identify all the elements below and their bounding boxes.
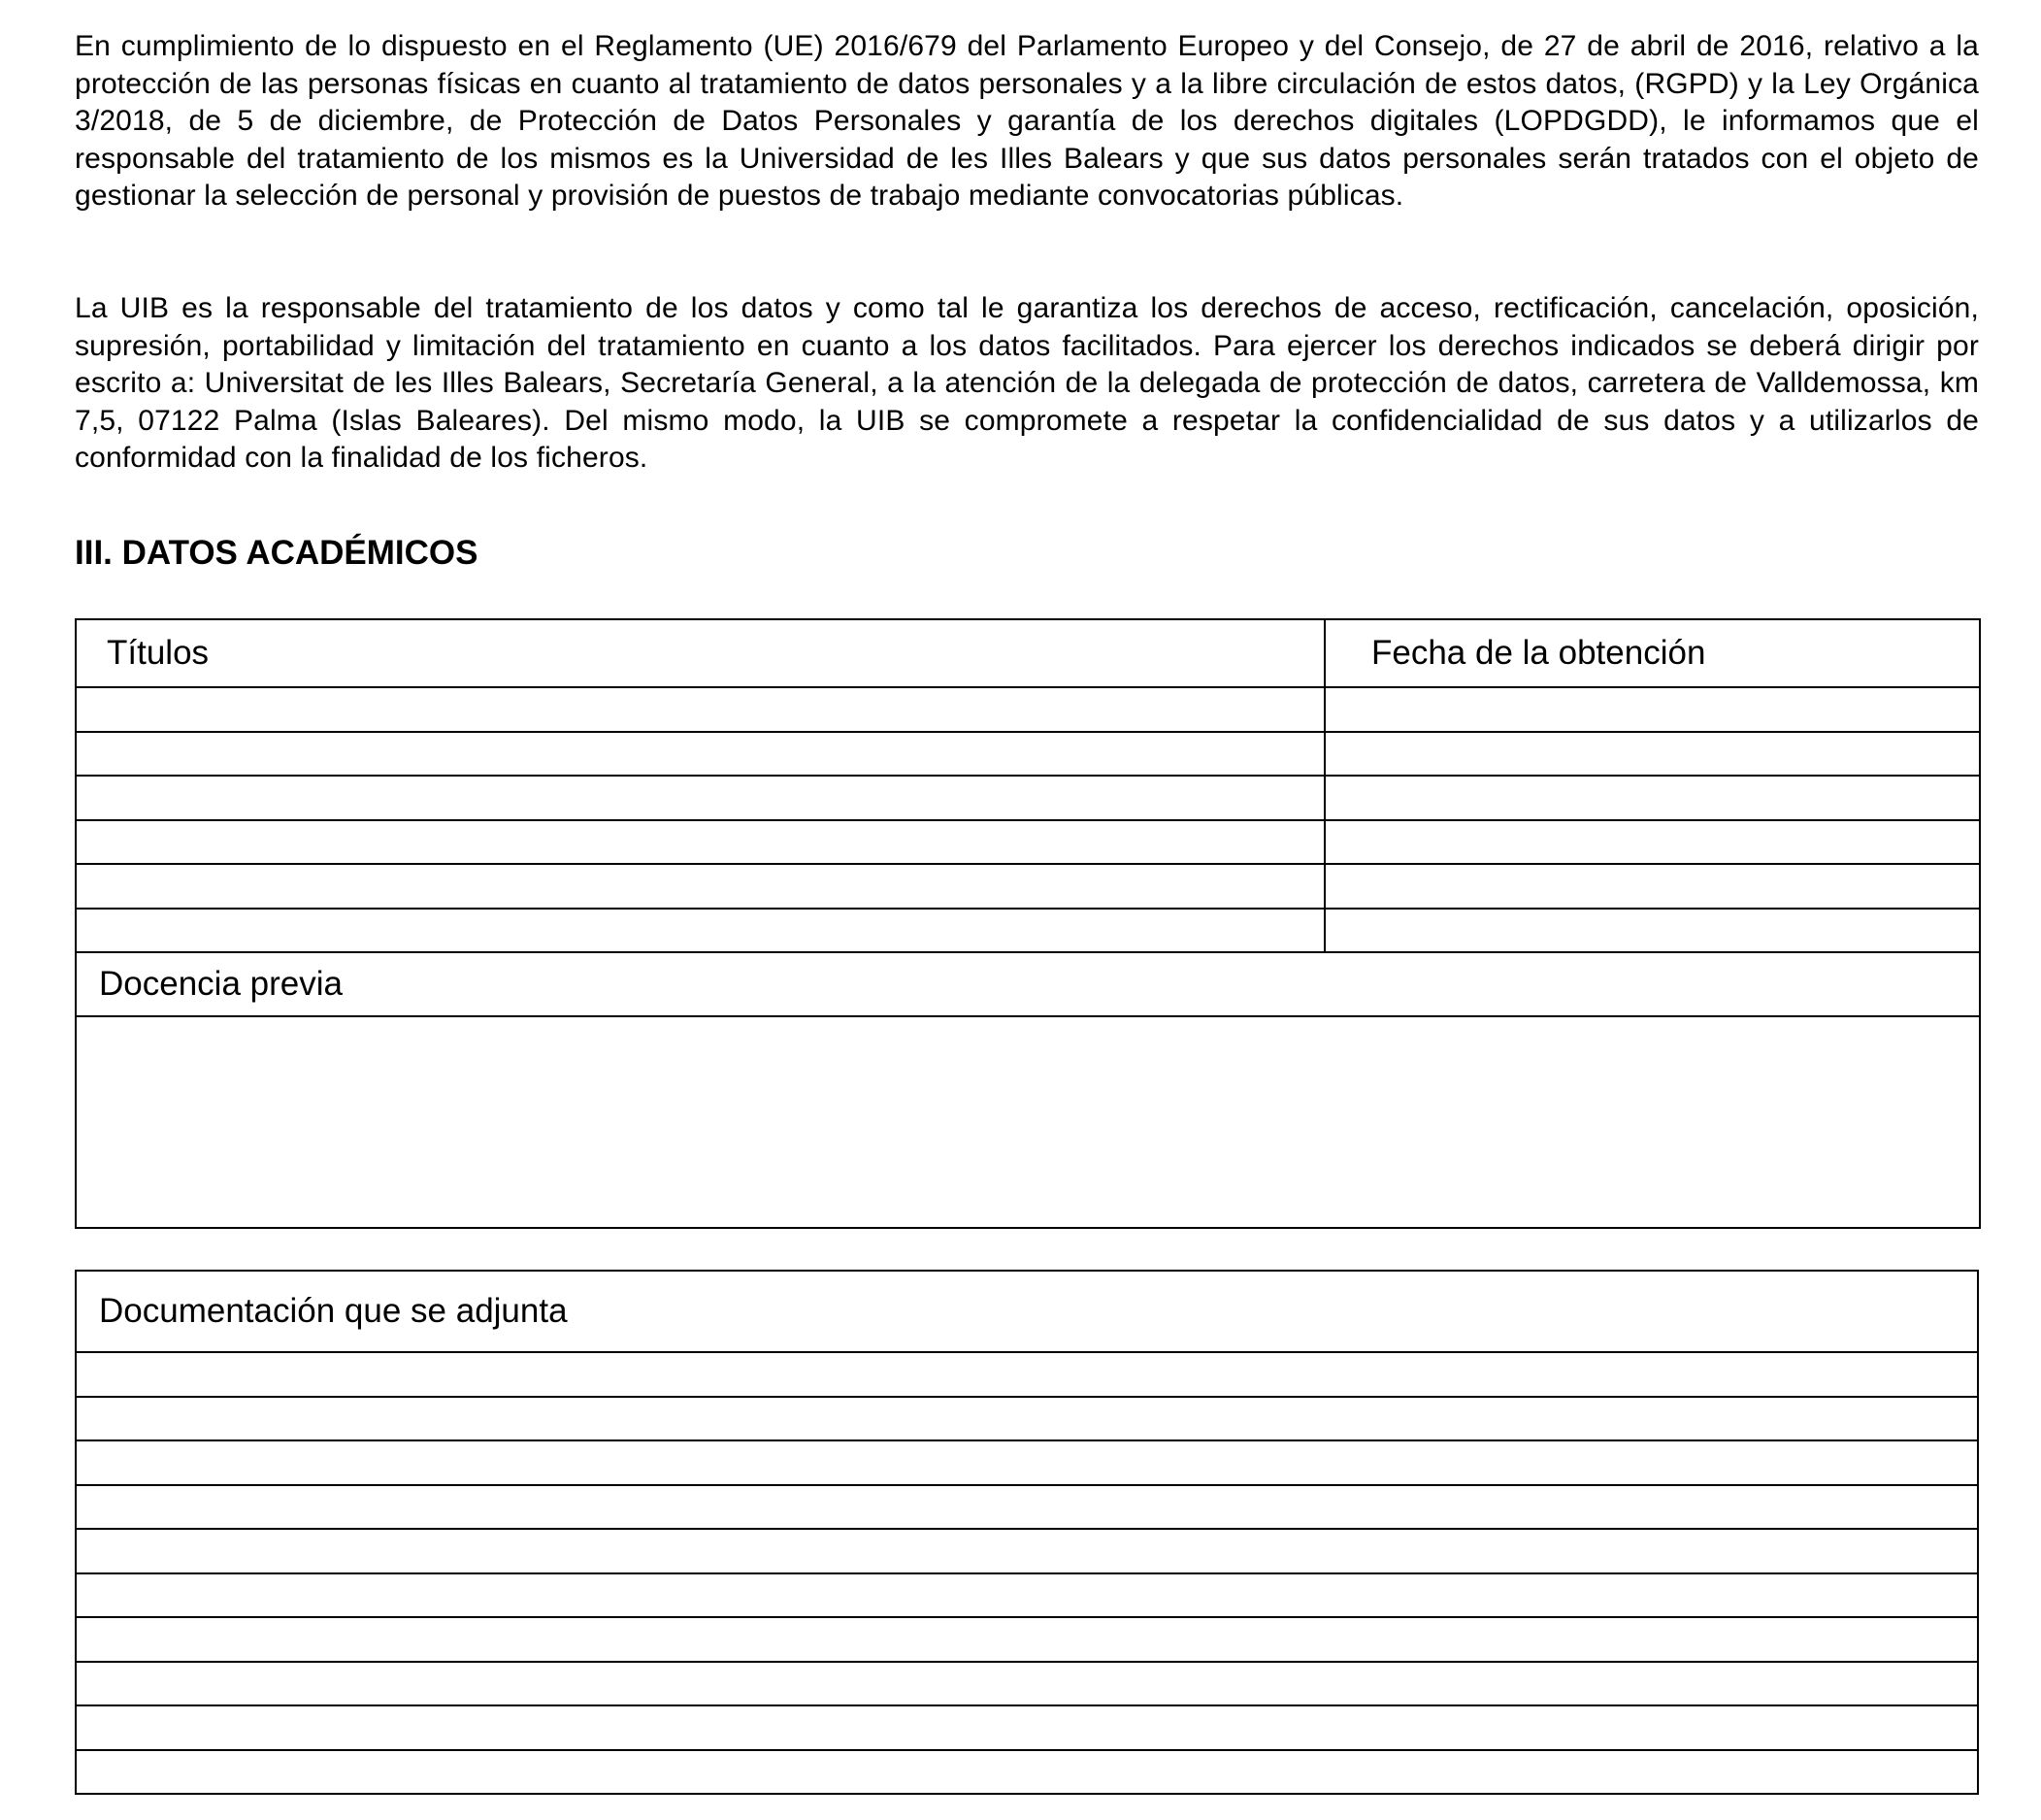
academic-data-table xyxy=(75,618,1981,1229)
academic-table-row xyxy=(76,909,1980,953)
document-field[interactable] xyxy=(76,1573,1978,1618)
fecha-field[interactable] xyxy=(1325,909,1980,953)
fecha-field[interactable] xyxy=(1325,864,1980,909)
academic-table-row xyxy=(76,732,1980,777)
section-title: III. DATOS ACADÉMICOS xyxy=(75,534,478,572)
titulo-field[interactable] xyxy=(76,820,1325,865)
titulo-field[interactable] xyxy=(76,687,1325,732)
titulos-header: Títulos xyxy=(76,619,1325,687)
rights-notice-paragraph: La UIB es la responsable del tratamiento de los datos y como tal le garantiza los derechos de acceso, rectificación, cancelación, oposición, supresión, portabilidad y limitación del tratamiento en cuanto a los datos facilitados. Para ejercer los derechos indicados se deberá dirigir por escrito a: Universitat de les Illes Balears, Secretaría General, a la atención de la delegada de protección de datos, carretera de Valldemossa, km 7,5, 07122 Palma (Islas Baleares). Del mismo modo, la UIB se compromete a respetar la confidencialidad de sus datos y a utilizarlos de conformidad con la finalidad de los ficheros. xyxy=(75,292,1979,475)
document-field[interactable] xyxy=(76,1352,1978,1397)
academic-table-row xyxy=(76,864,1980,909)
docs-table-header xyxy=(76,1271,1978,1352)
attached-documents-table xyxy=(75,1270,1979,1795)
academic-table-row xyxy=(76,820,1980,865)
document-field[interactable] xyxy=(76,1617,1978,1662)
document-field[interactable] xyxy=(76,1750,1978,1795)
docs-table-row xyxy=(76,1573,1978,1618)
titulo-field[interactable] xyxy=(76,864,1325,909)
docencia-previa-label: Docencia previa xyxy=(76,952,1980,1016)
docs-table-row xyxy=(76,1485,1978,1530)
document-field[interactable] xyxy=(76,1397,1978,1441)
titulo-field[interactable] xyxy=(76,776,1325,820)
docencia-previa-field[interactable] xyxy=(76,1016,1980,1228)
titulo-field[interactable] xyxy=(76,909,1325,953)
fecha-field[interactable] xyxy=(1325,820,1980,865)
docs-table-row xyxy=(76,1352,1978,1397)
document-field[interactable] xyxy=(76,1440,1978,1485)
docs-table-row xyxy=(76,1397,1978,1441)
academic-table-row xyxy=(76,776,1980,820)
docencia-body-row xyxy=(76,1016,1980,1228)
docs-table-row xyxy=(76,1440,1978,1485)
fecha-field[interactable] xyxy=(1325,687,1980,732)
academic-table-header xyxy=(76,619,1980,687)
document-field[interactable] xyxy=(76,1485,1978,1530)
titulo-field[interactable] xyxy=(76,732,1325,777)
docs-table-row xyxy=(76,1662,1978,1706)
docs-table-row xyxy=(76,1529,1978,1573)
academic-table-row xyxy=(76,687,1980,732)
document-field[interactable] xyxy=(76,1529,1978,1573)
fecha-field[interactable] xyxy=(1325,776,1980,820)
fecha-header: Fecha de la obtención xyxy=(1325,619,1980,687)
document-field[interactable] xyxy=(76,1662,1978,1706)
privacy-notice-paragraph: En cumplimiento de lo dispuesto en el Reglamento (UE) 2016/679 del Parlamento Europeo y del Consejo, de 27 de abril de 2016, relativo a la protección de las personas físicas en cuanto al tratamiento de datos personales y a la libre circulación de estos datos, (RGPD) y la Ley Orgánica 3/2018, de 5 de diciembre, de Protección de Datos Personales y garantía de los derechos digitales (LOPDGDD), le informamos que el responsable del tratamiento de los mismos es la Universidad de les Illes Balears y que sus datos personales serán tratados con el objeto de gestionar la selección de personal y provisión de puestos de trabajo mediante convocatorias públicas. xyxy=(75,30,1979,213)
docencia-header-row xyxy=(76,952,1980,1016)
documentacion-label: Documentación que se adjunta xyxy=(76,1271,1978,1352)
docs-table-row xyxy=(76,1617,1978,1662)
document-field[interactable] xyxy=(76,1705,1978,1750)
docs-table-row xyxy=(76,1750,1978,1795)
docs-table-row xyxy=(76,1705,1978,1750)
fecha-field[interactable] xyxy=(1325,732,1980,777)
